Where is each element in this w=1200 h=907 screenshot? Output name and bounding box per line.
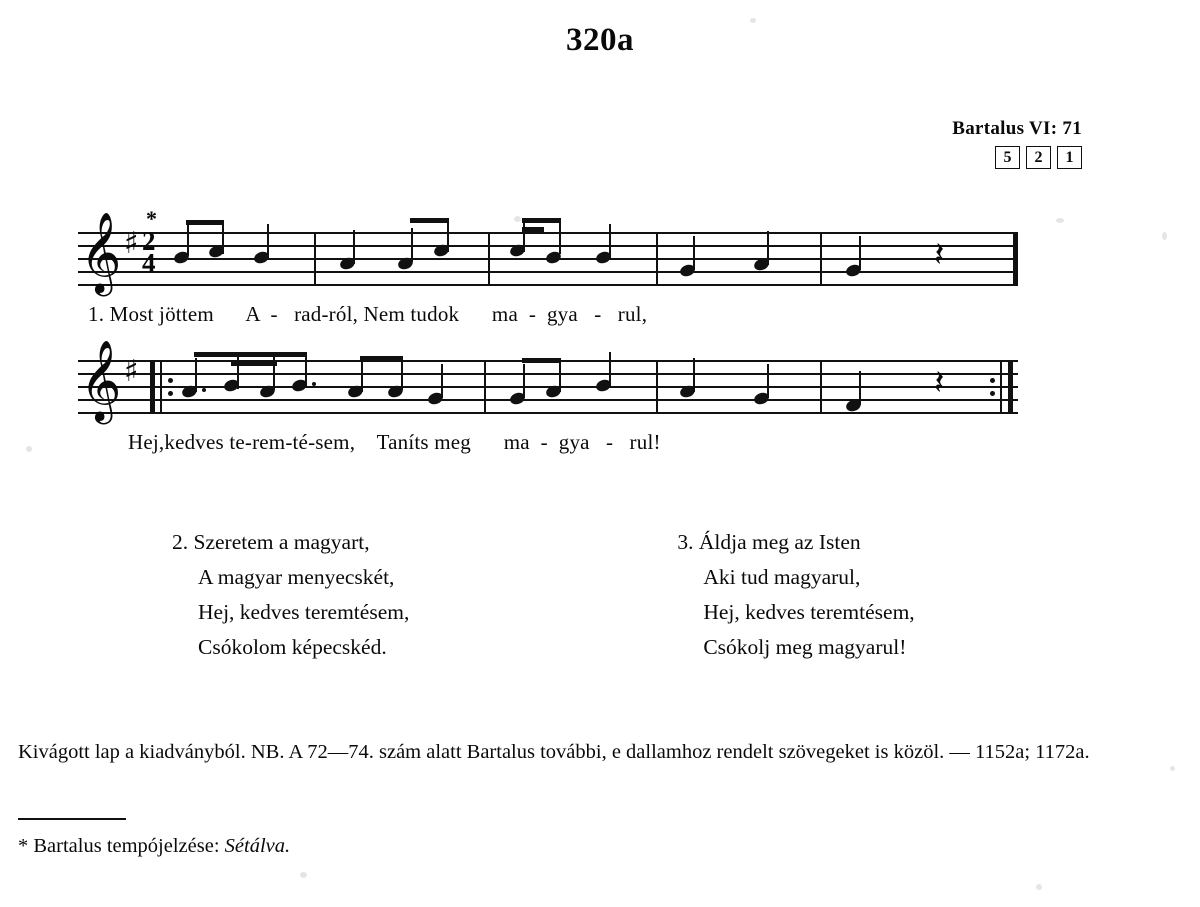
- scan-speckle: [514, 216, 521, 222]
- mode-box-2: 2: [1026, 146, 1051, 169]
- note-stem: [353, 230, 355, 264]
- note-stem: [559, 220, 561, 254]
- verse-3-line-1: 3. Áldja meg az Isten: [677, 530, 861, 554]
- note-stem: [767, 364, 769, 398]
- note-stem: [411, 228, 413, 262]
- beam: [360, 356, 403, 361]
- barline: [314, 232, 316, 286]
- note-stem: [693, 236, 695, 270]
- staff-line: [78, 399, 1018, 401]
- treble-clef-icon: 𝄞: [80, 211, 122, 293]
- quarter-rest: 𝄽: [934, 235, 945, 275]
- quarter-rest: 𝄽: [934, 363, 945, 403]
- scan-speckle: [750, 18, 756, 23]
- note-stem: [361, 358, 363, 392]
- note-stem: [859, 236, 861, 270]
- verse-3: [677, 525, 914, 665]
- note-stem: [195, 358, 197, 392]
- scan-speckle: [300, 872, 307, 878]
- lyrics-system-1: 1. Most jöttem A - rad-ról, Nem tudok ma - gya - rul,: [88, 302, 648, 326]
- time-signature-denominator: 4: [142, 248, 156, 278]
- note-stem: [609, 352, 611, 386]
- beam: [410, 218, 449, 223]
- treble-clef-icon: 𝄞: [80, 339, 122, 421]
- staff-2: [78, 339, 1018, 421]
- note-stem: [441, 364, 443, 398]
- footnote-text: Bartalus tempójelzése:: [33, 835, 220, 857]
- note-stem: [222, 220, 224, 254]
- mode-box-3: 1: [1057, 146, 1082, 169]
- time-signature: [142, 228, 156, 277]
- repeat-dot: [168, 391, 173, 396]
- note-stem: [447, 218, 449, 252]
- key-signature-sharp: ♯: [124, 354, 139, 389]
- verse-2-line-3: Hej, kedves teremtésem,: [198, 600, 410, 624]
- note-stem: [609, 224, 611, 258]
- verse-2-line-4: Csókolom képecskéd.: [198, 635, 387, 659]
- barline: [488, 232, 490, 286]
- mode-boxes: [995, 146, 1082, 169]
- lyrics-system-2: Hej,kedves te‑rem-té-sem, Taníts meg ma - gya - rul!: [128, 430, 661, 454]
- verse-2: [172, 525, 409, 665]
- staff-line: [78, 232, 1018, 234]
- scan-speckle: [1162, 232, 1167, 240]
- tempo-asterisk: *: [146, 206, 157, 231]
- scan-speckle: [1036, 884, 1042, 890]
- verse-3-line-4: Csókolj meg magyarul!: [703, 635, 907, 659]
- repeat-start-barline: [150, 360, 155, 414]
- repeat-dot: [168, 378, 173, 383]
- staff-line: [78, 373, 1018, 375]
- staff-line: [78, 412, 1018, 414]
- verses-container: [172, 525, 1032, 665]
- beam: [231, 361, 277, 366]
- footnote-divider: [18, 818, 126, 820]
- dotted-note-dot: [312, 382, 316, 386]
- scan-speckle: [1170, 766, 1175, 771]
- repeat-dot: [990, 378, 995, 383]
- source-reference: Bartalus VI: 71: [952, 118, 1082, 139]
- footnote: [18, 832, 918, 860]
- editorial-note: Kivágott lap a kiadványból. NB. A 72—74. szám alatt Bartalus további, e dallamhoz rendelt szövegeket is közöl. — 1152a; 1172a.: [18, 741, 1090, 763]
- note-stem: [267, 224, 269, 258]
- scan-speckle: [1056, 218, 1064, 223]
- page-title: 320a: [566, 22, 634, 58]
- key-signature-sharp: ♯: [124, 226, 139, 261]
- scan-speckle: [26, 446, 32, 452]
- music-system-2: [78, 339, 1018, 421]
- note-stem: [187, 222, 189, 256]
- verse-3-line-3: Hej, kedves teremtésem,: [703, 600, 915, 624]
- verse-2-line-1: 2. Szeretem a magyart,: [172, 530, 370, 554]
- beam: [522, 227, 544, 232]
- barline: [656, 360, 658, 414]
- barline: [820, 360, 822, 414]
- note-stem: [401, 356, 403, 390]
- beam: [186, 220, 224, 225]
- repeat-end-thin: [1000, 360, 1002, 414]
- barline-end: [1013, 232, 1018, 286]
- mode-box-1: 5: [995, 146, 1020, 169]
- music-system-1: [78, 206, 1018, 293]
- beam: [194, 352, 307, 357]
- repeat-end-barline: [1008, 360, 1013, 414]
- note-stem: [523, 364, 525, 398]
- beam: [522, 358, 561, 363]
- barline: [656, 232, 658, 286]
- staff-line: [78, 271, 1018, 273]
- note-stem: [767, 231, 769, 265]
- note-stem: [693, 358, 695, 392]
- repeat-start-thin: [160, 360, 162, 414]
- time-signature-numerator: 2: [142, 226, 156, 256]
- barline: [484, 360, 486, 414]
- note-stem: [523, 218, 525, 252]
- note-stem: [559, 358, 561, 392]
- staff-1: [78, 211, 1018, 293]
- beam: [522, 218, 561, 223]
- verse-2-line-2: A magyar menyecskét,: [198, 565, 395, 589]
- note-stem: [859, 371, 861, 405]
- repeat-dot: [990, 391, 995, 396]
- dotted-note-dot: [202, 388, 206, 392]
- footnote-marker: *: [18, 835, 29, 857]
- footnote-tempo-term: Sétálva.: [224, 835, 291, 857]
- verse-3-line-2: Aki tud magyarul,: [703, 565, 861, 589]
- note-stem: [305, 352, 307, 386]
- staff-line: [78, 284, 1018, 286]
- barline: [820, 232, 822, 286]
